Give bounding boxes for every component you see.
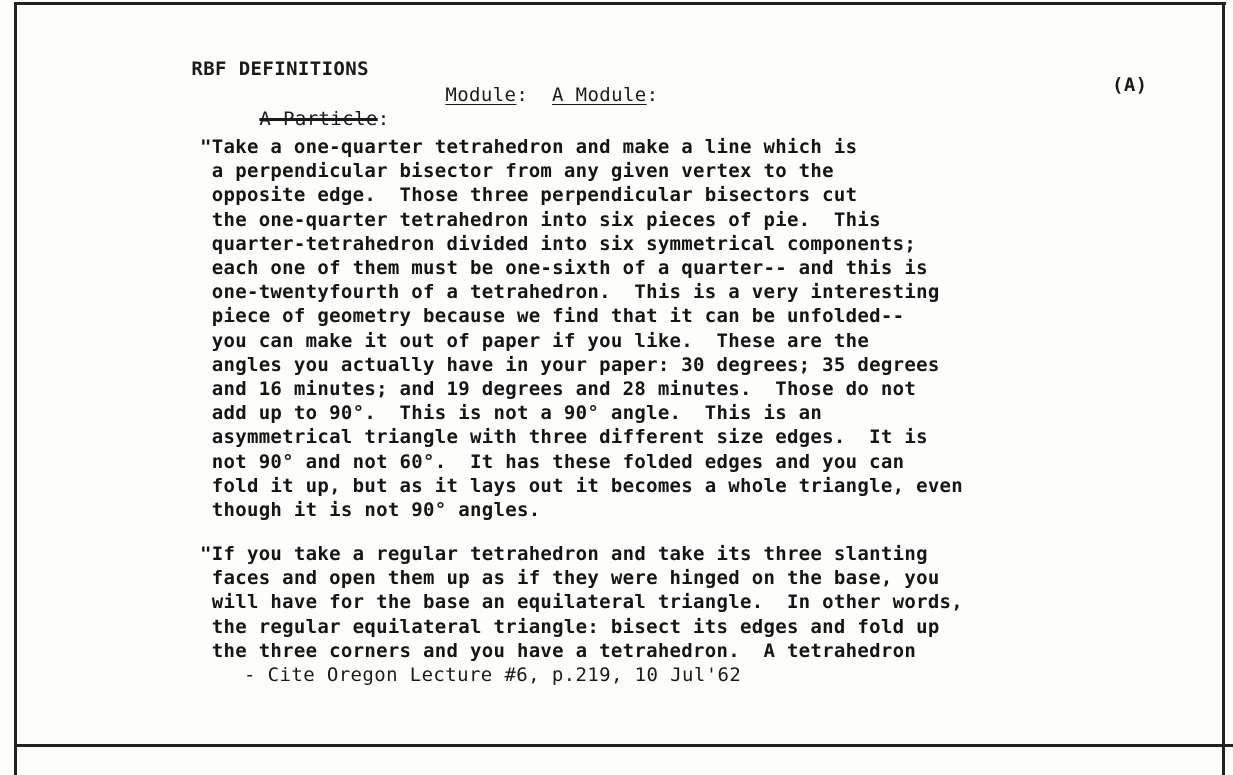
card-border-bottom [14,744,1233,747]
module-heading: Module [445,84,517,106]
module-title-colon: : [646,84,659,106]
definition-paragraph-2: "If you take a regular tetrahedron and take its three slanting faces and open them up as if they were hinged on the base, you will have for the base an equilateral triangle. In other words, the regular equilateral triangle: bisect its edges and fold up the three corners and you have a tetrahedron. A tetrahedron [200,543,964,662]
module-colon: : [516,84,552,106]
card-border-left [14,2,17,775]
citation: - Cite Oregon Lecture #6, p.219, 10 Jul'62 [244,664,742,686]
module-title: A Module [551,84,647,106]
module-heading-line [398,62,659,128]
card-border-top [14,2,1226,5]
struck-colon: : [377,108,390,130]
definition-paragraph-1: "Take a one-quarter tetrahedron and make a line which is a perpendicular bisector from any given vertex to the opposite edge. Those three perpendicular bisectors cut the one-quarter tetrahedron into six pieces of pie. This quarter-tetrahedron divided into six symmetrical components; each one of them must be one-sixth of a quarter-- and this is one-twentyfourth of a tetrahedron. This is a very interesting piece of geometry because we find that it can be unfolded-- you can make it out of paper if you like. These are the angles you actually have in your paper: 30 degrees; 35 degrees and 16 minutes; and 19 degrees and 28 minutes. Those do not add up to 90°. This is not a 90° angle. This is an asymmetrical triangle with three different size edges. It is not 90° and not 60°. It has these folded edges and you can fold it up, but as it lays out it becomes a whole triangle, even though it is not 90° angles. [200,136,964,522]
card-border-right [1222,2,1225,775]
header-label-text: RBF DEFINITIONS [191,58,369,80]
struck-word: A Particle [259,108,378,130]
section-letter: (A) [1112,74,1148,96]
